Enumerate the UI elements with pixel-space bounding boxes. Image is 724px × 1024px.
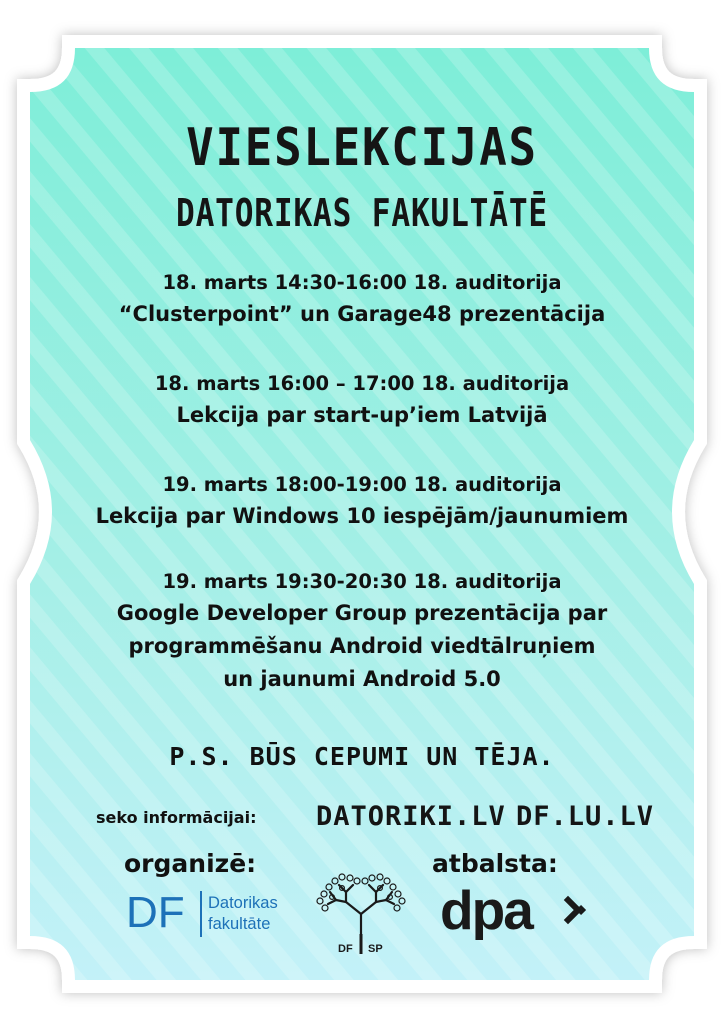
df-logo-mark: DF [126, 888, 185, 937]
link-datoriki[interactable]: DATORIKI.LV [316, 801, 506, 832]
dpa-logo-text: dpa [440, 884, 532, 940]
df-logo-line2: fakultāte [208, 915, 271, 933]
df-logo-line1: Datorikas [208, 894, 278, 912]
event-title: “Clusterpoint” un Garage48 prezentācija [118, 302, 606, 326]
df-logo-name [208, 893, 278, 935]
event-time: 18. marts 16:00 – 17:00 18. auditorija [154, 372, 570, 395]
event-3 [40, 470, 684, 533]
poster-subtitle: DATORIKAS FAKULTĀTĒ [175, 191, 549, 235]
df-faculty-logo [126, 887, 298, 945]
link-df-lu[interactable]: DF.LU.LV [516, 801, 655, 832]
supporter-label: atbalsta: [432, 849, 558, 878]
event-time: 19. marts 19:30-20:30 18. auditorija [162, 570, 562, 593]
dpa-logo [440, 884, 596, 940]
dpa-arrow-icon [568, 900, 578, 920]
event-4 [40, 567, 684, 696]
event-title-line: Google Developer Group prezentācija par [116, 601, 608, 625]
dfsp-tree-logo [312, 870, 410, 956]
event-title: Lekcija par start-up’iem Latvijā [176, 403, 548, 427]
event-title-line: un jaunumi Android 5.0 [223, 667, 501, 691]
event-title: Lekcija par Windows 10 iespējām/jaunumiem [95, 504, 629, 528]
ps-note: P.S. BŪS CEPUMI UN TĒJA. [169, 742, 555, 771]
event-time: 19. marts 18:00-19:00 18. auditorija [162, 473, 562, 496]
event-1 [40, 268, 684, 331]
event-2 [40, 369, 684, 432]
df-logo-divider [200, 891, 202, 937]
organizer-label: organizē: [124, 849, 257, 878]
event-title-line: programmēšanu Android viedtālruņiem [128, 634, 596, 658]
follow-label: seko informācijai: [96, 808, 257, 827]
poster-title: VIESLEKCIJAS [186, 118, 538, 178]
dfsp-right-text: SP [368, 943, 383, 955]
event-time: 18. marts 14:30-16:00 18. auditorija [162, 271, 562, 294]
dfsp-left-text: DF [338, 943, 353, 955]
